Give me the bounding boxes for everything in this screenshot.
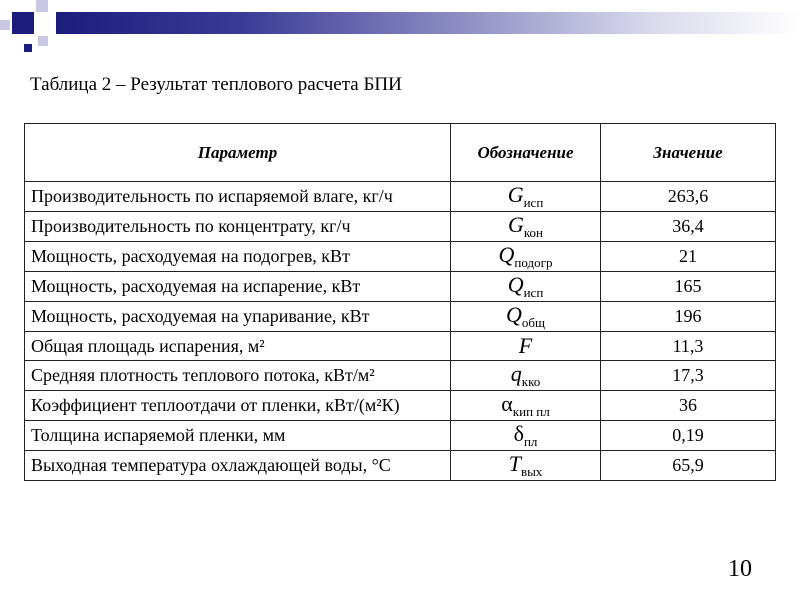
symbol-cell: [451, 242, 601, 272]
value-cell: 36: [601, 391, 776, 421]
parameter-cell: Коэффициент теплоотдачи от пленки, кВт/(м²К): [25, 391, 451, 421]
symbol-main: α: [501, 391, 513, 416]
parameter-cell: Производительность по концентрату, кг/ч: [25, 212, 451, 242]
value-cell: 11,3: [601, 332, 776, 361]
symbol-subscript: исп: [523, 195, 544, 210]
table-row: [25, 451, 776, 481]
value-cell: 165: [601, 272, 776, 302]
symbol-main: q: [510, 361, 522, 386]
table-header-row: [25, 124, 776, 182]
symbol-main: T: [508, 451, 521, 476]
parameter-cell: Производительность по испаряемой влаге, кг/ч: [25, 182, 451, 212]
table-row: [25, 332, 776, 361]
value-cell: 0,19: [601, 421, 776, 451]
symbol-subscript: кип пл: [512, 404, 550, 419]
symbol-subscript: общ: [521, 315, 545, 330]
symbol-cell: [451, 272, 601, 302]
value-cell: 17,3: [601, 361, 776, 391]
value-cell: 196: [601, 302, 776, 332]
value-cell: 263,6: [601, 182, 776, 212]
value-cell: 21: [601, 242, 776, 272]
results-table: [24, 123, 776, 481]
parameter-cell: Выходная температура охлаждающей воды, °С: [25, 451, 451, 481]
symbol-subscript: подогр: [514, 255, 553, 270]
parameter-cell: Толщина испаряемой пленки, мм: [25, 421, 451, 451]
symbol-subscript: исп: [523, 285, 544, 300]
parameter-cell: Мощность, расходуемая на упаривание, кВт: [25, 302, 451, 332]
header-symbol: Обозначение: [451, 124, 601, 182]
table-caption: Таблица 2 – Результат теплового расчета БПИ: [30, 74, 402, 95]
parameter-cell: Средняя плотность теплового потока, кВт/м²: [25, 361, 451, 391]
header-gradient-bar: [56, 12, 800, 34]
symbol-main: G: [507, 182, 524, 207]
symbol-cell: [451, 361, 601, 391]
symbol-cell: [451, 332, 601, 361]
symbol-subscript: вых: [520, 464, 543, 479]
header-square-4: [38, 36, 48, 46]
symbol-main: G: [507, 212, 524, 237]
symbol-cell: [451, 451, 601, 481]
parameter-cell: Мощность, расходуемая на подогрев, кВт: [25, 242, 451, 272]
symbol-main: Q: [507, 272, 524, 297]
symbol-cell: [451, 212, 601, 242]
table-row: [25, 212, 776, 242]
symbol-subscript: кко: [521, 374, 541, 389]
symbol-main: Q: [498, 242, 515, 267]
header-square-3: [0, 20, 10, 30]
header-parameter: Параметр: [25, 124, 451, 182]
page-number: 10: [728, 556, 752, 582]
symbol-cell: [451, 391, 601, 421]
table-row: [25, 302, 776, 332]
table-row: [25, 272, 776, 302]
symbol-cell: [451, 421, 601, 451]
symbol-subscript: пл: [523, 434, 538, 449]
symbol-main: Q: [505, 302, 522, 327]
symbol-subscript: кон: [523, 225, 543, 240]
header-square-2: [36, 0, 48, 12]
header-square-5: [24, 44, 32, 52]
symbol-cell: [451, 182, 601, 212]
symbol-main: δ: [513, 421, 524, 446]
parameter-cell: Мощность, расходуемая на испарение, кВт: [25, 272, 451, 302]
symbol-cell: [451, 302, 601, 332]
table-row: [25, 182, 776, 212]
symbol-main: F: [518, 333, 533, 358]
table-row: [25, 421, 776, 451]
header-value: Значение: [601, 124, 776, 182]
table-row: [25, 242, 776, 272]
table-row: [25, 361, 776, 391]
value-cell: 36,4: [601, 212, 776, 242]
parameter-cell: Общая площадь испарения, м²: [25, 332, 451, 361]
header-square-1: [12, 12, 34, 34]
table-row: [25, 391, 776, 421]
value-cell: 65,9: [601, 451, 776, 481]
